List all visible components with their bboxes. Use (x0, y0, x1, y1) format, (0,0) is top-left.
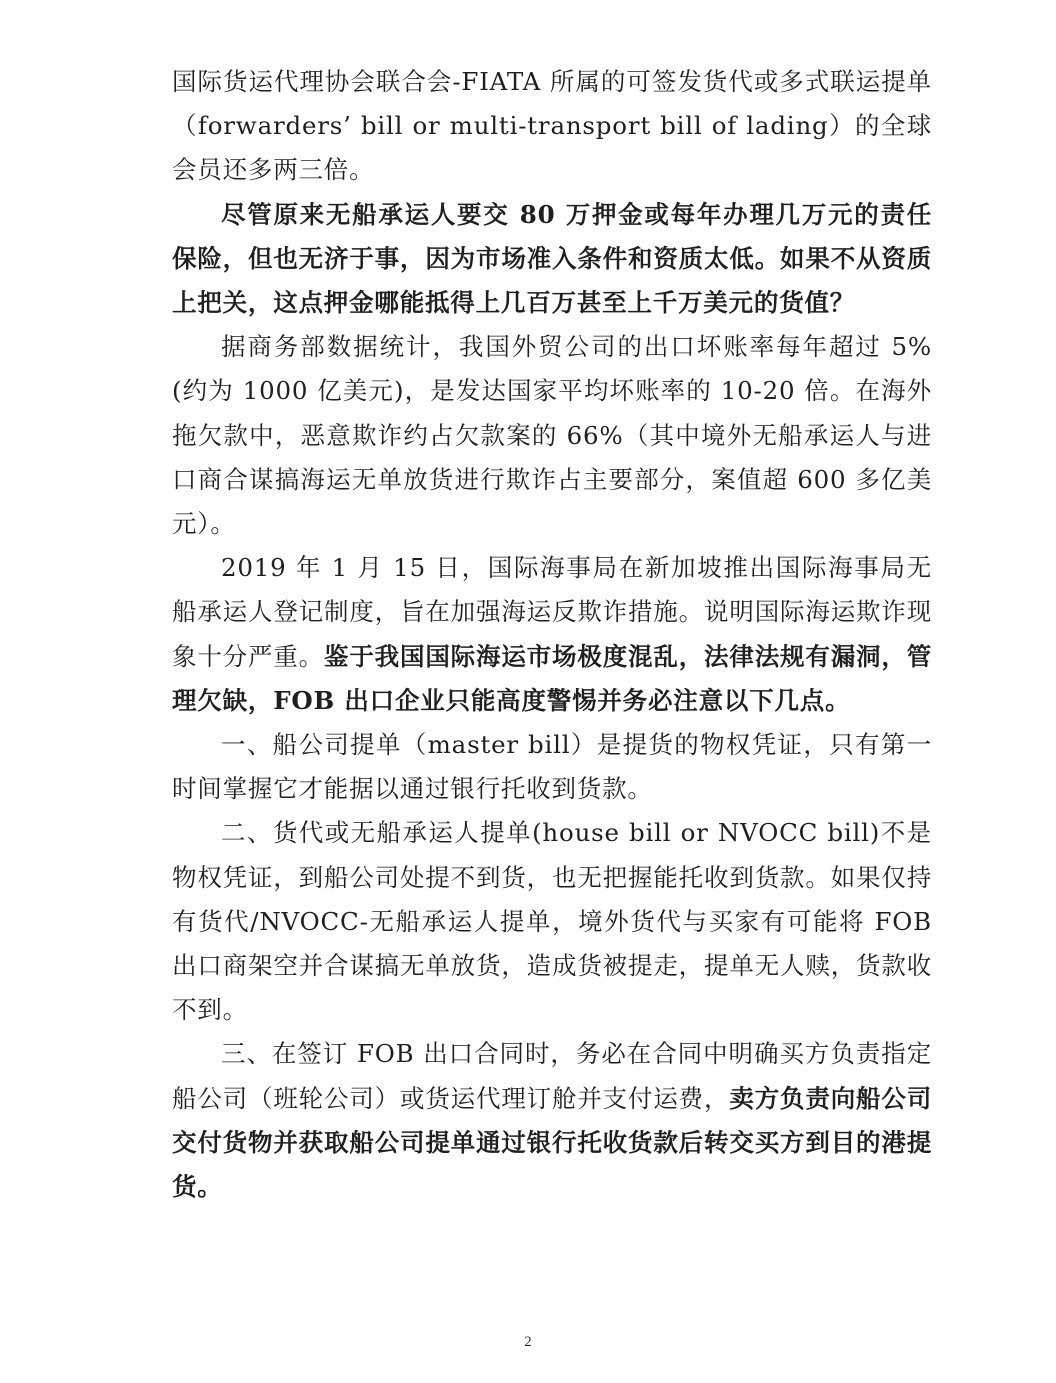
paragraph-6 (172, 811, 932, 1032)
paragraph-3-text: 据商务部数据统计，我国外贸公司的出口坏账率每年超过 5%(约为 1000 亿美元)，是发达国家平均坏账率的 10-20 倍。在海外拖欠款中，恶意欺诈约占欠款案的 66%（其中境外无船承运人与进口商合谋搞海运无单放货进行欺诈占主要部分，案值超 600 多亿美元）。 (172, 332, 932, 539)
paragraph-7 (172, 1032, 932, 1209)
paragraph-4-text: 2019 年 1 月 15 日，国际海事局在新加坡推出国际海事局无船承运人登记制度，旨在加强海运反欺诈措施。说明国际海运欺诈现象十分严重。 (172, 553, 932, 671)
paragraph-2-text: 尽管原来无船承运人要交 80 万押金或每年办理几万元的责任保险，但也无济于事，因为市场准入条件和资质太低。如果不从资质上把关，这点押金哪能抵得上几百万甚至上千万美元的货值？ (172, 199, 932, 318)
paragraph-4-bold-text: 鉴于我国国际海运市场极度混乱，法律法规有漏洞，管理欠缺，FOB 出口企业只能高度警惕并务必注意以下几点。 (172, 641, 932, 715)
paragraph-1 (172, 60, 932, 193)
paragraph-2 (172, 193, 932, 326)
document-body (172, 60, 932, 1209)
paragraph-7-text: 三、在签订 FOB 出口合同时，务必在合同中明确买方负责指定船公司（班轮公司）或货运代理订舱并支付运费， (172, 1039, 932, 1113)
paragraph-5 (172, 723, 932, 811)
paragraph-1-text: 国际货运代理协会联合会-FIATA 所属的可签发货代或多式联运提单（forwarders’ bill or multi-transport bill of lading）的全球会员还多两三倍。 (172, 67, 932, 185)
paragraph-6-text: 二、货代或无船承运人提单(house bill or NVOCC bill)不是物权凭证，到船公司处提不到货，也无把握能托收到货款。如果仅持有货代/NVOCC-无船承运人提单，境外货代与买家有可能将 FOB 出口商架空并合谋搞无单放货，造成货被提走，提单无人赎，货款收不到。 (172, 818, 932, 1025)
paragraph-5-text: 一、船公司提单（master bill）是提货的物权凭证，只有第一时间掌握它才能据以通过银行托收到货款。 (172, 730, 932, 804)
paragraph-3 (172, 325, 932, 546)
paragraph-7-bold-text: 卖方负责向船公司交付货物并获取船公司提单通过银行托收货款后转交买方到目的港提货。 (172, 1083, 932, 1202)
page-number: 2 (524, 1334, 532, 1350)
paragraph-4 (172, 546, 932, 723)
